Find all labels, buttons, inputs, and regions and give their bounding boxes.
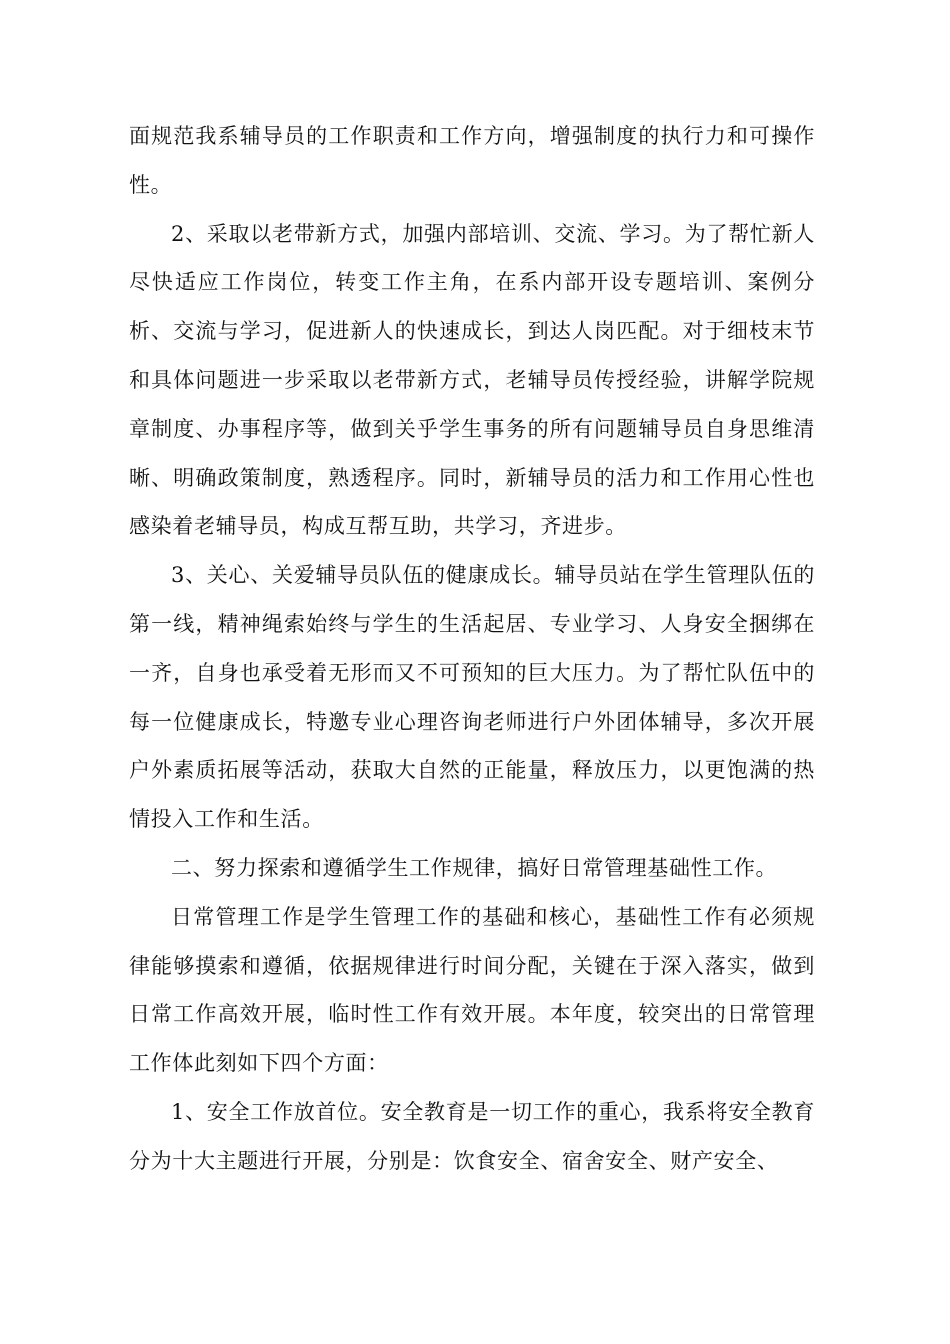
paragraph-mentoring-training: 2、采取以老带新方式，加强内部培训、交流、学习。为了帮忙新人尽快适应工作岗位，转变工作主角，在系内部开设专题培训、案例分析、交流与学习，促进新人的快速成长，到达人岗匹配。对于细枝末节和具体问题进一步采取以老带新方式，老辅导员传授经验，讲解学院规章制度、办事程序等，做到关乎学生事务的所有问题辅导员自身思维清晰、明确政策制度，熟透程序。同时，新辅导员的活力和工作用心性也感染着老辅导员，构成互帮互助，共学习，齐进步。 [129, 221, 815, 539]
paragraph-daily-management: 日常管理工作是学生管理工作的基础和核心，基础性工作有必须规律能够摸索和遵循，依据规律进行时间分配，关键在于深入落实，做到日常工作高效开展，临时性工作有效开展。本年度，较突出的日常管理工作体此刻如下四个方面： [129, 904, 815, 1076]
paragraph-counselor-wellbeing: 3、关心、关爱辅导员队伍的健康成长。辅导员站在学生管理队伍的第一线，精神绳索始终与学生的生活起居、专业学习、人身安全捆绑在一齐，自身也承受着无形而又不可预知的巨大压力。为了帮忙队伍中的每一位健康成长，特邀专业心理咨询老师进行户外团体辅导，多次开展户外素质拓展等活动，获取大自然的正能量，释放压力，以更饱满的热情投入工作和生活。 [129, 563, 815, 832]
section-heading-daily-management: 二、努力探索和遵循学生工作规律，搞好日常管理基础性工作。 [171, 855, 778, 880]
paragraph-duty-standards: 面规范我系辅导员的工作职责和工作方向，增强制度的执行力和可操作性。 [129, 124, 815, 197]
document-body [129, 112, 815, 1186]
paragraph-safety-first: 1、安全工作放首位。安全教育是一切工作的重心，我系将安全教育分为十大主题进行开展，分别是：饮食安全、宿舍安全、财产安全、 [129, 1099, 815, 1173]
